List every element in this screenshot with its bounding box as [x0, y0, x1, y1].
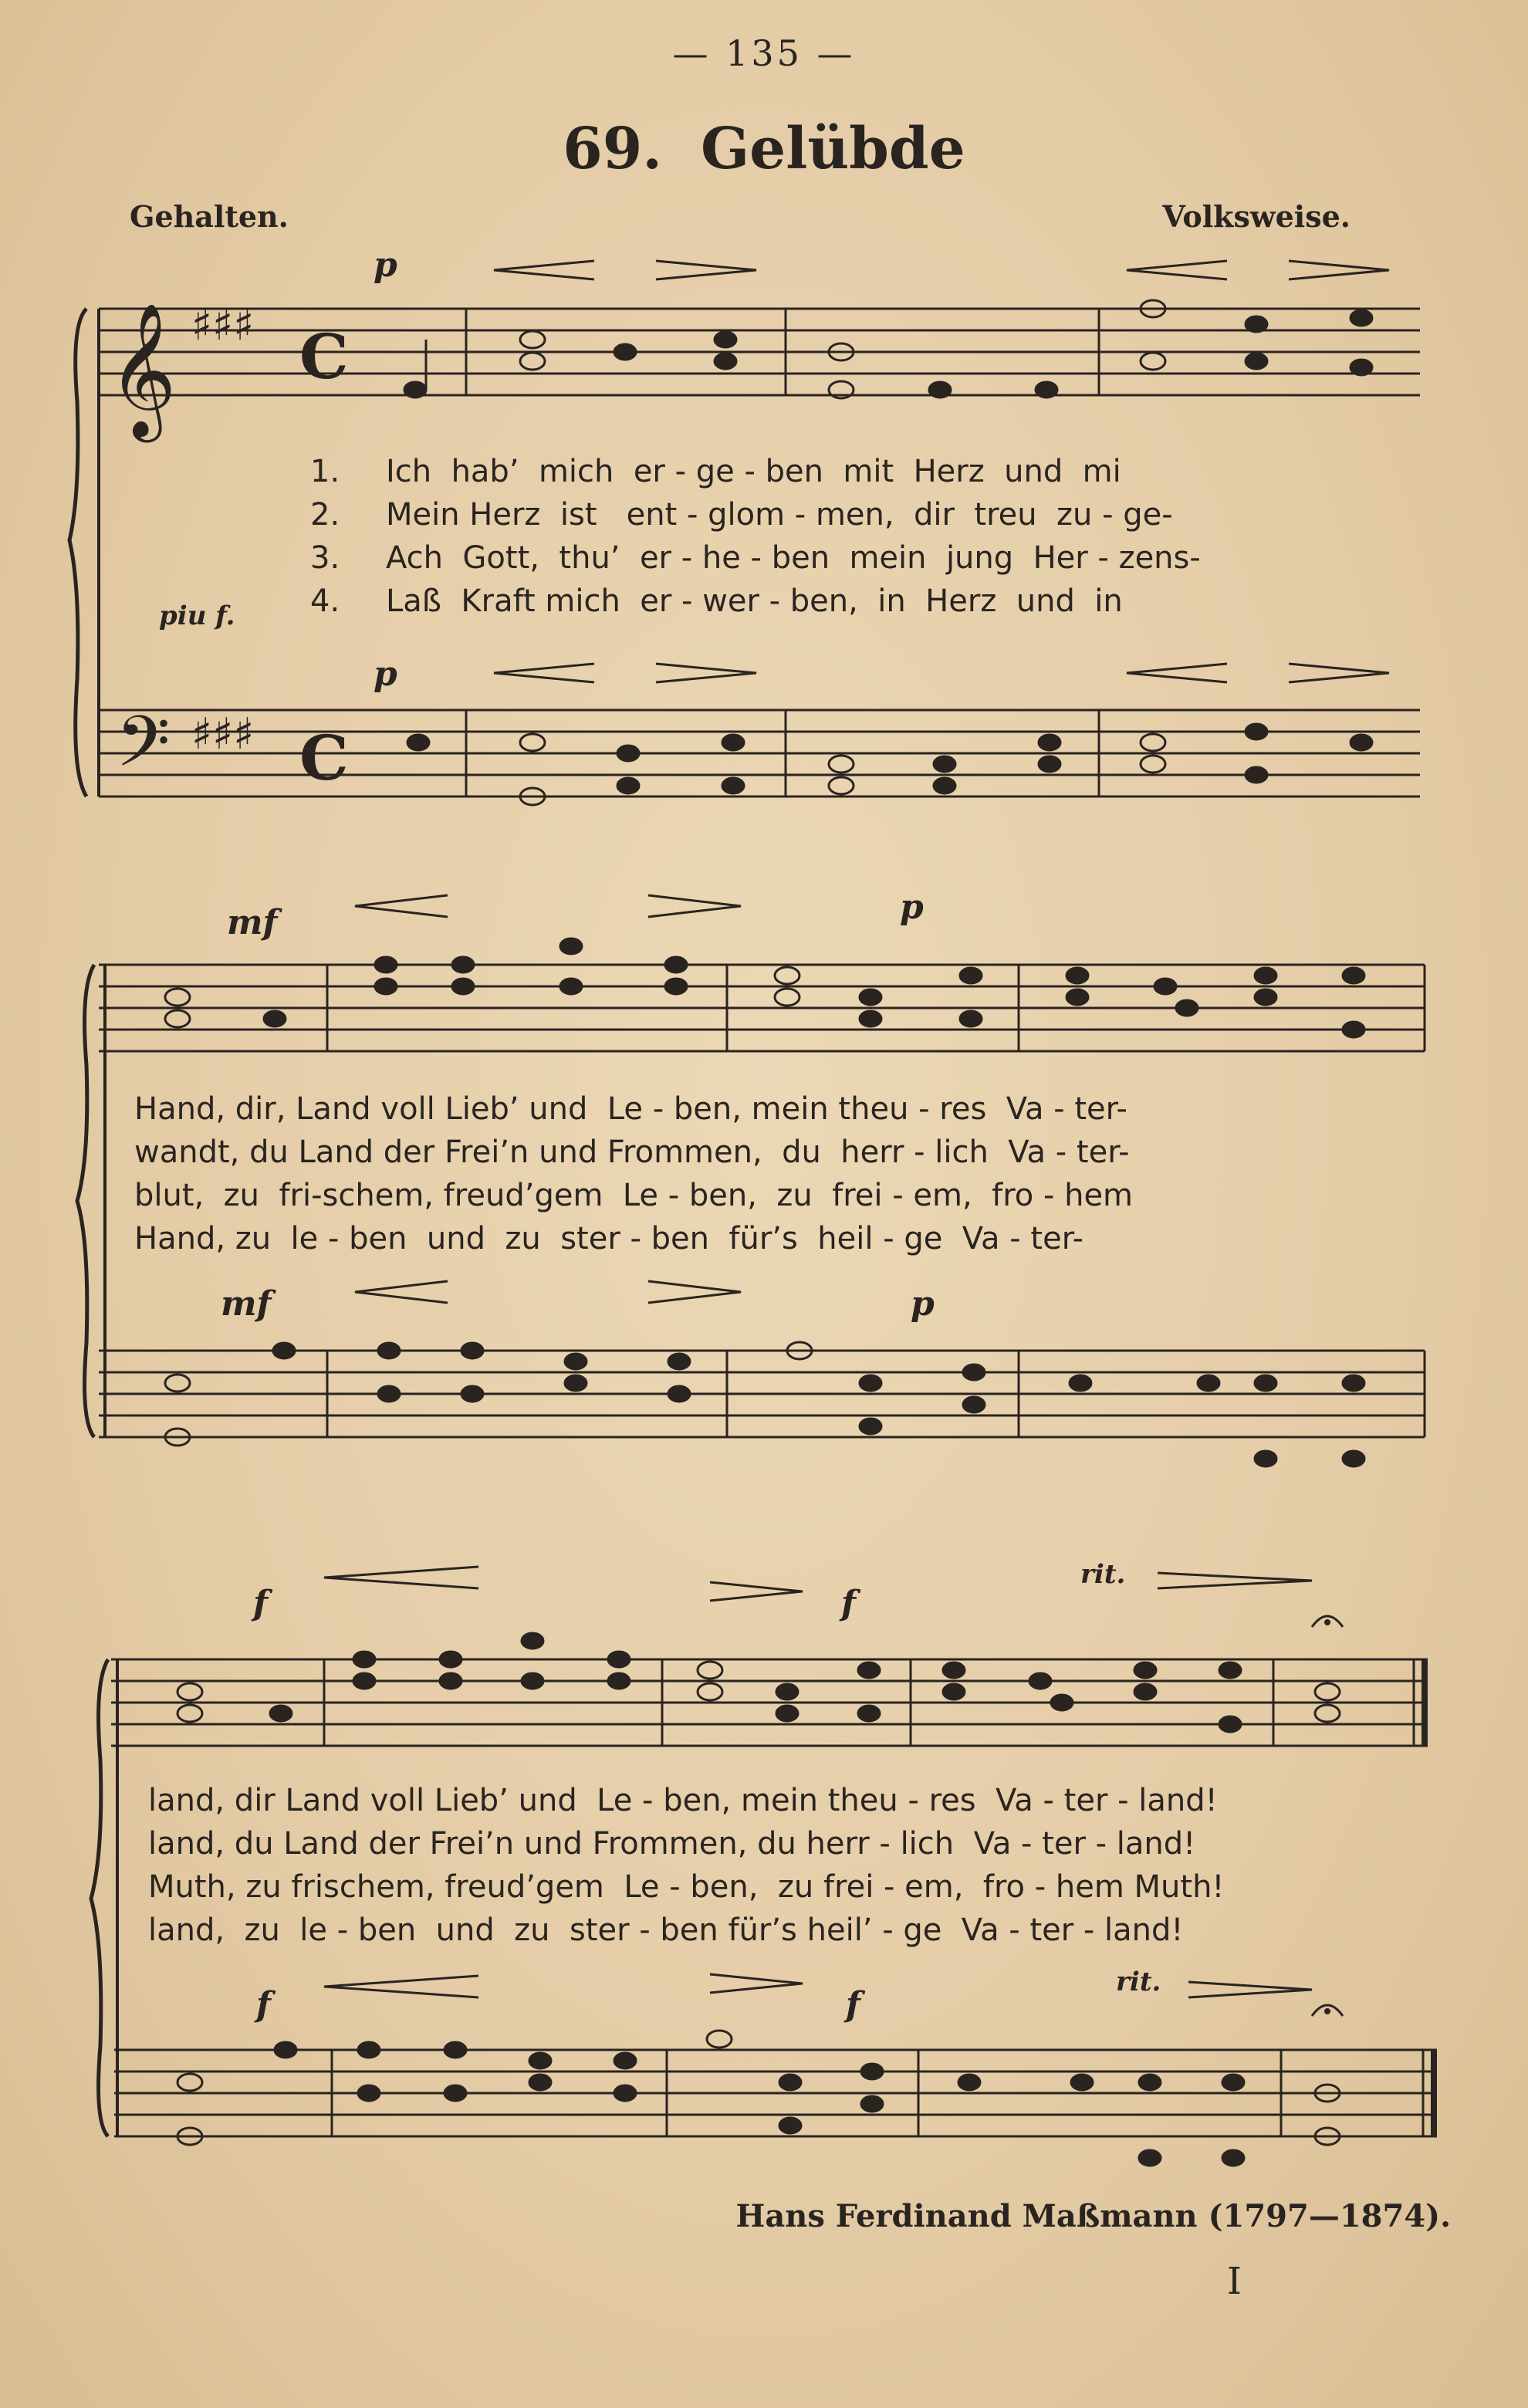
dynamic-p-sys2-treble: p	[900, 888, 924, 927]
system-1-bass-staff	[99, 710, 1420, 796]
verse-number-3: 3.	[310, 540, 340, 576]
lyric-sys2-verse4: Hand, zu le - ben und zu ster - ben für’s heil - ge Va - ter-	[134, 1221, 1084, 1256]
system-2-bass-staff	[99, 1351, 1425, 1437]
tempo-marking: Gehalten.	[130, 199, 289, 234]
lyric-sys1-verse2: Mein Herz ist ent - glom - men, dir treu zu - ge-	[386, 497, 1173, 533]
source-attribution: Volksweise.	[1162, 199, 1351, 234]
dynamic-rit-treble: rit.	[1080, 1559, 1126, 1590]
lyric-sys1-verse1: Ich hab’ mich er - ge - ben mit Herz und mi	[386, 454, 1121, 489]
signature-mark: I	[1227, 2260, 1242, 2303]
dynamic-rit-bass: rit.	[1116, 1967, 1161, 1997]
svg-text:𝄢: 𝄢	[116, 701, 171, 800]
dynamic-f-sys3-bass-2: f	[846, 1985, 860, 2024]
verse-number-4: 4.	[310, 583, 340, 619]
page-number: — 135 —	[672, 32, 856, 74]
lyric-sys3-verse1: land, dir Land voll Lieb’ und Le - ben, mein theu - res Va - ter - land!	[148, 1783, 1218, 1818]
svg-text:♯♯♯: ♯♯♯	[191, 300, 255, 350]
song-number: 69.	[563, 116, 662, 182]
lyric-sys1-verse4: Laß Kraft mich er - wer - ben, in Herz und in	[386, 583, 1123, 619]
svg-text:C: C	[299, 320, 349, 393]
lyric-sys3-verse3: Muth, zu frischem, freud’gem Le - ben, zu frei - em, fro - hem Muth!	[148, 1869, 1225, 1905]
lyric-sys3-verse4: land, zu le - ben und zu ster - ben für’s heil’ - ge Va - ter - land!	[148, 1913, 1184, 1948]
verse-number-1: 1.	[310, 454, 340, 489]
dynamic-p-sys1-treble: p	[374, 245, 397, 285]
dynamic-p-sys1-bass: p	[374, 654, 397, 694]
dynamic-mf-sys2-treble: mf	[227, 903, 278, 942]
lyric-sys2-verse2: wandt, du Land der Frei’n und Frommen, du herr - lich Va - ter-	[134, 1135, 1130, 1170]
composer-credit: Hans Ferdinand Maßmann (1797—1874).	[735, 2198, 1451, 2234]
song-title-text: Gelübde	[700, 116, 965, 182]
lyric-sys3-verse2: land, du Land der Frei’n und Frommen, du herr - lich Va - ter - land!	[148, 1826, 1196, 1862]
verse-number-2: 2.	[310, 497, 340, 533]
dynamic-p-sys2-bass: p	[911, 1284, 935, 1324]
dynamic-f-sys3-bass-1: f	[256, 1985, 271, 2024]
dynamic-f-sys3-treble-2: f	[841, 1584, 856, 1623]
dynamic-piu-f: piu f.	[159, 600, 235, 631]
system-3-bass-staff	[114, 2050, 1437, 2136]
svg-text:𝄞: 𝄞	[108, 303, 177, 437]
lyric-sys2-verse3: blut, zu fri-schem, freud’gem Le - ben, zu frei - em, fro - hem	[134, 1178, 1134, 1213]
svg-text:♯♯♯: ♯♯♯	[191, 709, 255, 759]
system-2-treble-staff	[99, 965, 1425, 1051]
system-1-treble-staff	[99, 309, 1420, 395]
dynamic-mf-sys2-bass: mf	[221, 1284, 272, 1324]
dynamic-f-sys3-treble-1: f	[253, 1584, 268, 1623]
lyric-sys1-verse3: Ach Gott, thu’ er - he - ben mein jung Her - zens-	[386, 540, 1201, 576]
lyric-sys2-verse1: Hand, dir, Land voll Lieb’ und Le - ben, mein theu - res Va - ter-	[134, 1091, 1127, 1127]
svg-text:C: C	[299, 722, 349, 794]
